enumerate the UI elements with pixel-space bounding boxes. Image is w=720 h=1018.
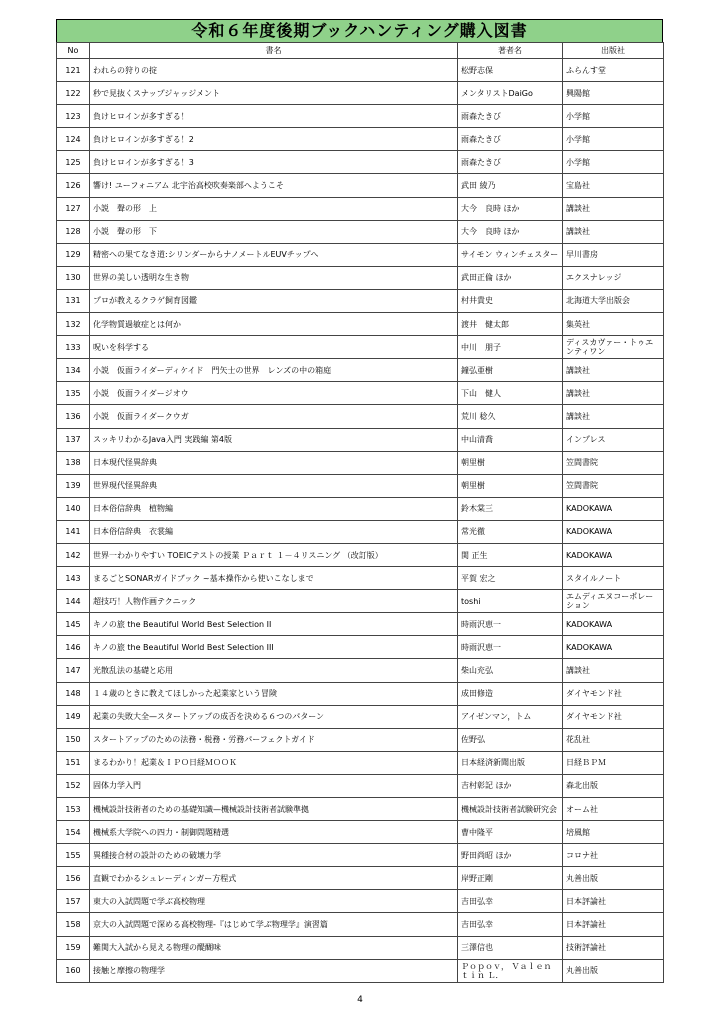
cell-publisher: KADOKAWA (563, 613, 664, 636)
cell-title: 異種接合材の設計のための破壊力学 (90, 844, 458, 867)
cell-author: 雨森たきび (458, 105, 563, 128)
cell-publisher: インプレス (563, 428, 664, 451)
table-row (57, 844, 664, 867)
cell-no: 139 (57, 474, 90, 497)
cell-publisher: ディスカヴァー・トゥエンティワン (563, 336, 664, 359)
book-table (56, 42, 664, 983)
cell-publisher: 丸善出版 (563, 959, 664, 982)
cell-title: キノの旅 the Beautiful World Best Selection II (90, 613, 458, 636)
cell-title: プロが教えるクラゲ飼育図鑑 (90, 289, 458, 312)
table-row (57, 913, 664, 936)
cell-publisher: 集英社 (563, 313, 664, 336)
table-row (57, 220, 664, 243)
cell-author: 平賀 宏之 (458, 567, 563, 590)
table-row (57, 59, 664, 82)
cell-title: スタートアップのための法務・税務・労務パーフェクトガイド (90, 728, 458, 751)
cell-publisher: 小学館 (563, 105, 664, 128)
table-row (57, 636, 664, 659)
cell-title: 小説 聲の形 上 (90, 197, 458, 220)
cell-no: 124 (57, 128, 90, 151)
cell-publisher: KADOKAWA (563, 636, 664, 659)
cell-no: 128 (57, 220, 90, 243)
cell-title: われらの狩りの掟 (90, 59, 458, 82)
table-header-row (57, 43, 664, 59)
cell-publisher: 小学館 (563, 151, 664, 174)
cell-title: 超技巧！人物作画テクニック (90, 590, 458, 613)
cell-title: 化学物質過敏症とは何か (90, 313, 458, 336)
table-row (57, 382, 664, 405)
cell-title: まるごとSONARガイドブック ~基本操作から使いこなしまで (90, 567, 458, 590)
table-row (57, 659, 664, 682)
cell-author: 時雨沢恵一 (458, 613, 563, 636)
cell-no: 125 (57, 151, 90, 174)
cell-author: 常光徹 (458, 520, 563, 543)
cell-title: 難関大入試から見える物理の醍醐味 (90, 936, 458, 959)
cell-title: 日本俗信辞典 植物編 (90, 497, 458, 520)
cell-no: 127 (57, 197, 90, 220)
cell-no: 130 (57, 266, 90, 289)
cell-publisher: 笠間書院 (563, 474, 664, 497)
cell-publisher: 丸善出版 (563, 867, 664, 890)
header-author: 著者名 (458, 43, 563, 59)
cell-author: 雨森たきび (458, 128, 563, 151)
cell-title: 小説 聲の形 下 (90, 220, 458, 243)
table-row (57, 128, 664, 151)
cell-publisher: エクスナレッジ (563, 266, 664, 289)
cell-publisher: スタイルノート (563, 567, 664, 590)
cell-no: 151 (57, 751, 90, 774)
cell-publisher: 小学館 (563, 128, 664, 151)
cell-no: 133 (57, 336, 90, 359)
table-row (57, 82, 664, 105)
cell-no: 143 (57, 567, 90, 590)
cell-author: 武田正倫 ほか (458, 266, 563, 289)
cell-title: 秒で見抜くスナップジャッジメント (90, 82, 458, 105)
cell-author: 吉田弘幸 (458, 913, 563, 936)
page-number: 4 (357, 995, 363, 1005)
cell-author: 吉田弘幸 (458, 890, 563, 913)
table-row (57, 474, 664, 497)
table-row (57, 798, 664, 821)
cell-publisher: 日本評論社 (563, 913, 664, 936)
cell-no: 146 (57, 636, 90, 659)
cell-no: 149 (57, 705, 90, 728)
cell-publisher: ふらんす堂 (563, 59, 664, 82)
table-row (57, 336, 664, 359)
cell-publisher: 技術評論社 (563, 936, 664, 959)
cell-author: 武田 綾乃 (458, 174, 563, 197)
cell-title: 響け! ユーフォニアム 北宇治高校吹奏楽部へようこそ (90, 174, 458, 197)
table-row (57, 936, 664, 959)
cell-author: 日本経済新聞出版 (458, 751, 563, 774)
cell-title: 固体力学入門 (90, 774, 458, 797)
table-row (57, 728, 664, 751)
cell-title: 機械系大学院への四力・制御問題精選 (90, 821, 458, 844)
cell-publisher: 講談社 (563, 197, 664, 220)
table-row (57, 359, 664, 382)
cell-author: 岸野正剛 (458, 867, 563, 890)
header-title: 書名 (90, 43, 458, 59)
table-row (57, 243, 664, 266)
cell-publisher: KADOKAWA (563, 543, 664, 566)
cell-publisher: 培風館 (563, 821, 664, 844)
cell-author: 関 正生 (458, 543, 563, 566)
cell-title: 世界の美しい透明な生き物 (90, 266, 458, 289)
cell-author: 成田修造 (458, 682, 563, 705)
table-row (57, 567, 664, 590)
table-row (57, 774, 664, 797)
cell-no: 142 (57, 543, 90, 566)
cell-title: 直観でわかるシュレーディンガー方程式 (90, 867, 458, 890)
cell-title: 負けヒロインが多すぎる！ (90, 105, 458, 128)
header-publisher: 出版社 (563, 43, 664, 59)
cell-author: サイモン ウィンチェスター (458, 243, 563, 266)
cell-no: 145 (57, 613, 90, 636)
table-row (57, 451, 664, 474)
cell-author: toshi (458, 590, 563, 613)
cell-author: 鐘弘亜樹 (458, 359, 563, 382)
cell-title: スッキリわかるJava入門 実践編 第4版 (90, 428, 458, 451)
header-no: No (57, 43, 90, 59)
cell-title: まるわかり！起業＆ＩＰＯ日経ＭＯＯＫ (90, 751, 458, 774)
cell-title: 機械設計技術者のための基礎知識—機械設計技術者試験準拠 (90, 798, 458, 821)
cell-publisher: 宝島社 (563, 174, 664, 197)
cell-title: 日本俗信辞典 衣裳編 (90, 520, 458, 543)
cell-author: 大今 良時 ほか (458, 197, 563, 220)
cell-no: 138 (57, 451, 90, 474)
cell-title: 世界現代怪異辞典 (90, 474, 458, 497)
cell-no: 141 (57, 520, 90, 543)
table-row (57, 959, 664, 982)
cell-author: 渡井 健太郎 (458, 313, 563, 336)
table-row (57, 428, 664, 451)
cell-no: 148 (57, 682, 90, 705)
cell-no: 144 (57, 590, 90, 613)
cell-author: メンタリストDaiGo (458, 82, 563, 105)
cell-no: 122 (57, 82, 90, 105)
table-row (57, 821, 664, 844)
cell-author: 大今 良時 ほか (458, 220, 563, 243)
cell-author: 雨森たきび (458, 151, 563, 174)
cell-no: 150 (57, 728, 90, 751)
cell-title: 光散乱法の基礎と応用 (90, 659, 458, 682)
cell-author: 中山清喬 (458, 428, 563, 451)
cell-title: 接触と摩擦の物理学 (90, 959, 458, 982)
cell-publisher: コロナ社 (563, 844, 664, 867)
cell-author: 時雨沢恵一 (458, 636, 563, 659)
table-row (57, 867, 664, 890)
cell-publisher: 講談社 (563, 382, 664, 405)
cell-title: 負けヒロインが多すぎる！3 (90, 151, 458, 174)
cell-publisher: 日経ＢＰＭ (563, 751, 664, 774)
cell-author: 曹中隆平 (458, 821, 563, 844)
table-row (57, 151, 664, 174)
cell-no: 126 (57, 174, 90, 197)
cell-title: キノの旅 the Beautiful World Best Selection III (90, 636, 458, 659)
cell-author: 朝里樹 (458, 474, 563, 497)
cell-no: 158 (57, 913, 90, 936)
cell-no: 140 (57, 497, 90, 520)
cell-author: アイゼンマン，トム (458, 705, 563, 728)
cell-no: 134 (57, 359, 90, 382)
cell-author: 佐野弘 (458, 728, 563, 751)
cell-no: 153 (57, 798, 90, 821)
cell-no: 154 (57, 821, 90, 844)
table-row (57, 520, 664, 543)
cell-title: 東大の入試問題で学ぶ高校物理 (90, 890, 458, 913)
cell-publisher: 講談社 (563, 220, 664, 243)
cell-publisher: 講談社 (563, 659, 664, 682)
cell-no: 155 (57, 844, 90, 867)
cell-no: 137 (57, 428, 90, 451)
cell-author: 朝里樹 (458, 451, 563, 474)
cell-author: 柴山充弘 (458, 659, 563, 682)
cell-publisher: 講談社 (563, 359, 664, 382)
cell-publisher: ダイヤモンド社 (563, 705, 664, 728)
cell-no: 157 (57, 890, 90, 913)
cell-publisher: エムディエヌコーポレーション (563, 590, 664, 613)
cell-publisher: 講談社 (563, 405, 664, 428)
cell-publisher: 興陽館 (563, 82, 664, 105)
table-row (57, 405, 664, 428)
cell-title: 精密への果てなき道:シリンダーからナノメートルEUVチップへ (90, 243, 458, 266)
cell-author: 松野志保 (458, 59, 563, 82)
cell-publisher: 森北出版 (563, 774, 664, 797)
table-row (57, 174, 664, 197)
table-row (57, 197, 664, 220)
cell-author: 中川 朋子 (458, 336, 563, 359)
page-title: 令和６年度後期ブックハンティング購入図書 (56, 19, 663, 42)
cell-title: 世界一わかりやすい TOEICテストの授業 Ｐａｒｔ １－４リスニング （改訂版） (90, 543, 458, 566)
table-row (57, 289, 664, 312)
cell-publisher: 日本評論社 (563, 890, 664, 913)
cell-publisher: 北海道大学出版会 (563, 289, 664, 312)
table-row (57, 590, 664, 613)
cell-author: 三澤信也 (458, 936, 563, 959)
cell-author: 下山 健人 (458, 382, 563, 405)
cell-publisher: KADOKAWA (563, 520, 664, 543)
table-row (57, 751, 664, 774)
cell-no: 132 (57, 313, 90, 336)
cell-publisher: 早川書房 (563, 243, 664, 266)
cell-publisher: ダイヤモンド社 (563, 682, 664, 705)
cell-no: 136 (57, 405, 90, 428)
table-row (57, 543, 664, 566)
cell-author: 鈴木棠三 (458, 497, 563, 520)
cell-no: 156 (57, 867, 90, 890)
cell-author: 野田尚昭 ほか (458, 844, 563, 867)
cell-no: 159 (57, 936, 90, 959)
table-row (57, 105, 664, 128)
table-row (57, 266, 664, 289)
cell-no: 152 (57, 774, 90, 797)
table-row (57, 705, 664, 728)
cell-author: 機械設計技術者試験研究会 (458, 798, 563, 821)
cell-title: 日本現代怪異辞典 (90, 451, 458, 474)
cell-publisher: KADOKAWA (563, 497, 664, 520)
cell-title: 小説 仮面ライダーディケイド 門矢士の世界 レンズの中の箱庭 (90, 359, 458, 382)
cell-title: 小説 仮面ライダージオウ (90, 382, 458, 405)
cell-author: 村井貴史 (458, 289, 563, 312)
cell-title: 起業の失敗大全—スタートアップの成否を決める６つのパターン (90, 705, 458, 728)
book-list-sheet (56, 19, 663, 983)
cell-title: 負けヒロインが多すぎる！2 (90, 128, 458, 151)
cell-no: 131 (57, 289, 90, 312)
cell-no: 147 (57, 659, 90, 682)
cell-title: １４歳のときに教えてほしかった起業家という冒険 (90, 682, 458, 705)
cell-no: 129 (57, 243, 90, 266)
table-row (57, 613, 664, 636)
cell-title: 呪いを科学する (90, 336, 458, 359)
cell-no: 160 (57, 959, 90, 982)
cell-publisher: 花乱社 (563, 728, 664, 751)
cell-author: 吉村彰記 ほか (458, 774, 563, 797)
cell-author: Ｐｏｐｏｖ， Ｖａｌｅｎｔｉｎ Ｌ． (458, 959, 563, 982)
cell-title: 小説 仮面ライダークウガ (90, 405, 458, 428)
cell-publisher: 笠間書院 (563, 451, 664, 474)
cell-no: 123 (57, 105, 90, 128)
table-row (57, 682, 664, 705)
table-row (57, 313, 664, 336)
table-row (57, 890, 664, 913)
cell-publisher: オーム社 (563, 798, 664, 821)
cell-no: 135 (57, 382, 90, 405)
table-row (57, 497, 664, 520)
cell-title: 京大の入試問題で深める高校物理-『はじめて学ぶ物理学』演習篇 (90, 913, 458, 936)
cell-author: 荒川 稔久 (458, 405, 563, 428)
cell-no: 121 (57, 59, 90, 82)
